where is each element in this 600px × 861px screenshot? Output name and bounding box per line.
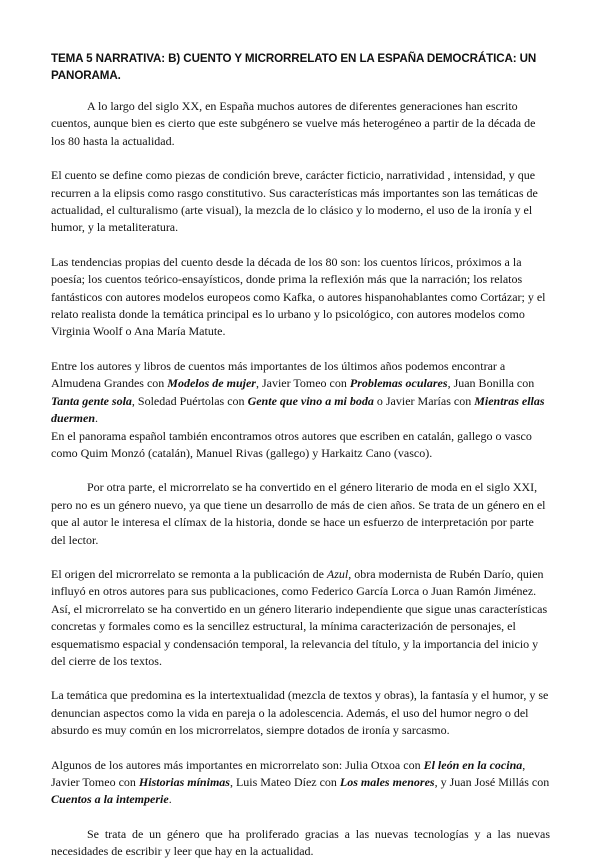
paragraph-caracteristicas: Así, el microrrelato se ha convertido en un género literario independiente que sigue unas características concretas y formales como es la sencillez estructural, la mínima caracterización de personajes, el esquematismo espacial y condensación temporal, la relevancia del título, y la importancia del inicio y del cierre de los textos. bbox=[51, 601, 548, 668]
paragraph-origen bbox=[51, 566, 550, 601]
paragraph-tematica: La temática que predomina es la intertextualidad (mezcla de textos y obras), la fantasía y el humor, y se denuncian aspectos como la vida en pareja o la adolescencia. Además, el uso del humor negro o del absurdo es muy común en los microrrelatos, siempre dotados de ironía y sarcasmo. bbox=[51, 688, 549, 738]
document-title: TEMA 5 NARRATIVA: B) CUENTO Y MICRORRELATO EN LA ESPAÑA DEMOCRÁTICA: UN PANORAMA. bbox=[51, 52, 537, 82]
paragraph-otras-lenguas: En el panorama español también encontramos otros autores que escriben en catalán, gallego o vasco como Quim Monzó (catalán), Manuel Rivas (gallego) y Harkaitz Cano (vasco). bbox=[51, 428, 532, 460]
paragraph-conclusion: Se trata de un género que ha proliferado gracias a las nuevas tecnologías y a las nuevas necesidades de escribir y leer que hay en la actualidad. bbox=[51, 826, 550, 859]
book-title: Los males menores bbox=[339, 775, 435, 789]
text-run: , Luis Mateo Díez con bbox=[229, 775, 340, 789]
paragraph-autores-microrrelato bbox=[51, 757, 550, 809]
paragraph-cuento-definicion: El cuento se define como piezas de condición breve, carácter ficticio, narratividad , intensidad, y que recurren a la elipsis como rasgo constitutivo. Sus características más importantes son las temáticas de actualidad, el culturalismo (arte visual), la mezcla de lo clásico y lo moderno, el uso de la ironía y el humor, y la metaliteratura. bbox=[51, 168, 538, 235]
book-title: Modelos de mujer bbox=[167, 376, 256, 391]
text-run: . bbox=[95, 411, 99, 426]
book-title: Cuentos a la intemperie bbox=[51, 792, 169, 807]
text-run: , y Juan José Millás con bbox=[434, 775, 550, 789]
text-run: , Javier Tomeo con bbox=[51, 757, 526, 789]
book-title: Historias mínimas bbox=[138, 775, 230, 789]
paragraph-microrrelato: Por otra parte, el microrrelato se ha convertido en el género literario de moda en el siglo XXI, pero no es un género nuevo, ya que tiene un desarrollo de más de cien años. Se trata de un género en el que al autor le interesa el clímax de la historia, donde se hace un esfuerzo de interpretación por parte del lector. bbox=[51, 480, 546, 547]
book-title: Mientras ellas duermen bbox=[51, 393, 545, 426]
text-run: Entre los autores y libros de cuentos más importantes de los últimos años podemos encontrar a Almudena Grandes con bbox=[51, 358, 506, 391]
paragraph-autores-cuentos bbox=[51, 358, 550, 428]
book-title: El león en la cocina bbox=[423, 757, 523, 772]
book-title: Azul bbox=[326, 566, 349, 581]
book-title: Tanta gente sola bbox=[51, 393, 132, 408]
book-title: Gente que vino a mi boda bbox=[247, 393, 374, 408]
text-run: El origen del microrrelato se remonta a la publicación de bbox=[51, 566, 327, 581]
book-title: Problemas oculares bbox=[349, 376, 448, 391]
text-run: , Juan Bonilla con bbox=[447, 376, 535, 391]
text-run: , Javier Tomeo con bbox=[255, 376, 350, 391]
text-run: Algunos de los autores más importantes en microrrelato son: Julia Otxoa con bbox=[51, 757, 424, 772]
paragraph-intro: A lo largo del siglo XX, en España muchos autores de diferentes generaciones han escrito cuentos, aunque bien es cierto que este subgénero se vuelve más heterogéneo a partir de la década de los 80 hasta la actualidad. bbox=[51, 99, 536, 148]
paragraph-tendencias: Las tendencias propias del cuento desde la década de los 80 son: los cuentos líricos, próximos a la poesía; los cuentos teórico-ensayísticos, donde prima la reflexión más que la narración; los relatos fantásticos con autores modelos europeos como Kafka, o autores hispanohablantes como Cortázar; y el relato realista donde la temática principal es lo urbano y lo psicológico, con autores modelos como Virginia Woolf o Ana María Matute. bbox=[51, 254, 546, 339]
text-run: o Javier Marías con bbox=[373, 393, 475, 408]
text-run: . bbox=[168, 792, 172, 807]
text-run: , obra modernista de Rubén Darío, quien influyó en otros autores para sus publicaciones, como Federico García Lorca o Juan Ramón Jiménez. bbox=[51, 566, 544, 599]
text-run: , Soledad Puértolas con bbox=[131, 393, 248, 408]
